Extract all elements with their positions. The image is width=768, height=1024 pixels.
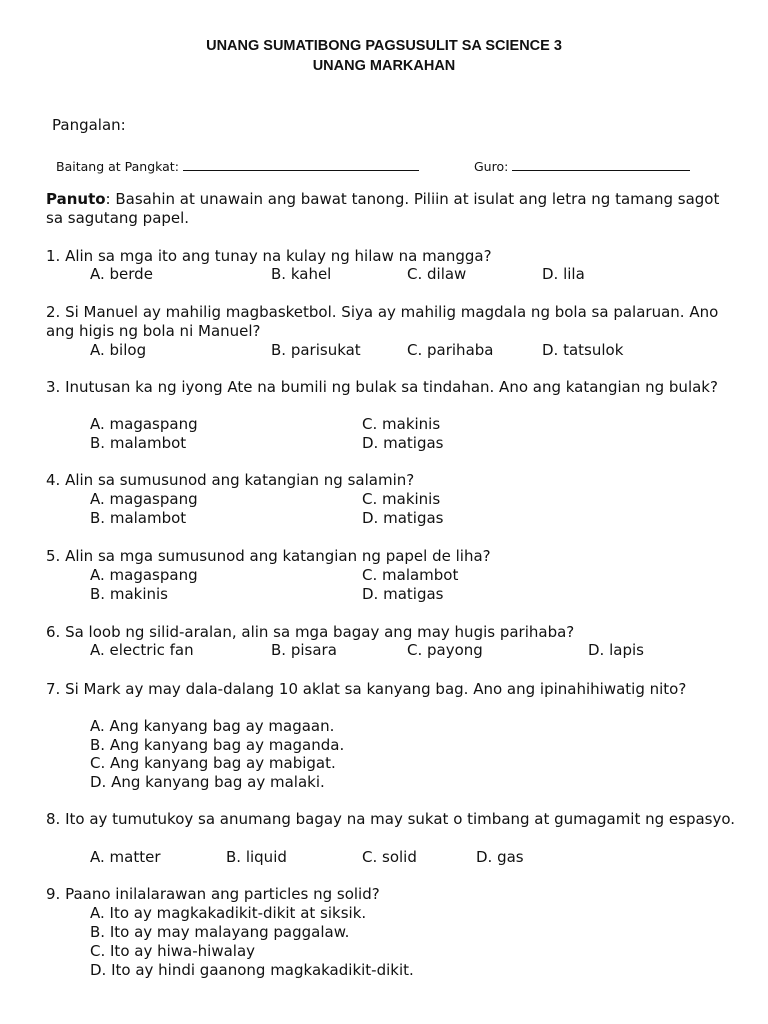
option: D. matigas (362, 509, 444, 527)
option: A. matter (90, 848, 161, 866)
question-6: 6. Sa loob ng silid-aralan, alin sa mga bagay ang may hugis parihaba? (46, 623, 575, 641)
question-5: 5. Alin sa mga sumusunod ang katangian ng papel de liha? (46, 547, 491, 565)
question-4: 4. Alin sa sumusunod ang katangian ng salamin? (46, 471, 415, 489)
grade-label: Baitang at Pangkat: (56, 159, 179, 174)
option: A. Ang kanyang bag ay magaan. (90, 717, 335, 735)
option: D. Ito ay hindi gaanong magkakadikit-dikit. (90, 961, 414, 979)
question-9: 9. Paano inilalarawan ang particles ng solid? (46, 885, 380, 903)
option: A. magaspang (90, 566, 198, 584)
option: B. malambot (90, 434, 187, 452)
option: C. parihaba (407, 341, 494, 359)
option: D. matigas (362, 585, 444, 603)
option: C. makinis (362, 415, 441, 433)
option: C. Ang kanyang bag ay mabigat. (90, 754, 336, 772)
page-title: UNANG SUMATIBONG PAGSUSULIT SA SCIENCE 3 (206, 38, 562, 54)
question-1: 1. Alin sa mga ito ang tunay na kulay ng hilaw na mangga? (46, 247, 492, 265)
option: A. magaspang (90, 415, 198, 433)
teacher-blank (512, 158, 690, 171)
option: B. pisara (271, 641, 337, 659)
option: B. Ang kanyang bag ay maganda. (90, 736, 345, 754)
option: A. Ito ay magkakadikit-dikit at siksik. (90, 904, 367, 922)
option: D. tatsulok (542, 341, 624, 359)
question-7: 7. Si Mark ay may dala-dalang 10 aklat sa kanyang bag. Ano ang ipinahihiwatig nito? (46, 680, 687, 698)
option: B. liquid (226, 848, 287, 866)
instructions-label: Panuto (46, 190, 106, 208)
option: D. gas (476, 848, 524, 866)
question-3: 3. Inutusan ka ng iyong Ate na bumili ng bulak sa tindahan. Ano ang katangian ng bulak? (46, 378, 718, 396)
teacher-field (474, 158, 690, 174)
option: C. dilaw (407, 265, 467, 283)
option: B. parisukat (271, 341, 361, 359)
question-8: 8. Ito ay tumutukoy sa anumang bagay na may sukat o timbang at gumagamit ng espasyo. (46, 810, 736, 828)
grade-field (56, 158, 419, 174)
instructions (46, 190, 736, 228)
option: D. Ang kanyang bag ay malaki. (90, 773, 325, 791)
option: B. malambot (90, 509, 187, 527)
option: D. lila (542, 265, 585, 283)
option: C. malambot (362, 566, 459, 584)
name-label: Pangalan: (52, 116, 126, 134)
option: C. payong (407, 641, 483, 659)
page-subtitle: UNANG MARKAHAN (312, 58, 456, 74)
option: D. lapis (588, 641, 644, 659)
option: B. kahel (271, 265, 332, 283)
instructions-text: : Basahin at unawain ang bawat tanong. Piliin at isulat ang letra ng tamang sagot sa sagutang papel. (46, 190, 720, 227)
option: A. electric fan (90, 641, 194, 659)
option: A. berde (90, 265, 153, 283)
option: A. magaspang (90, 490, 198, 508)
option: C. makinis (362, 490, 441, 508)
grade-blank (183, 158, 419, 171)
question-2: 2. Si Manuel ay mahilig magbasketbol. Siya ay mahilig magdala ng bola sa palaruan. Ano ang higis ng bola ni Manuel? (46, 303, 719, 340)
option: B. makinis (90, 585, 168, 603)
option: A. bilog (90, 341, 147, 359)
option: B. Ito ay may malayang paggalaw. (90, 923, 350, 941)
option: C. solid (362, 848, 417, 866)
option: C. Ito ay hiwa-hiwalay (90, 942, 256, 960)
option: D. matigas (362, 434, 444, 452)
teacher-label: Guro: (474, 159, 509, 174)
